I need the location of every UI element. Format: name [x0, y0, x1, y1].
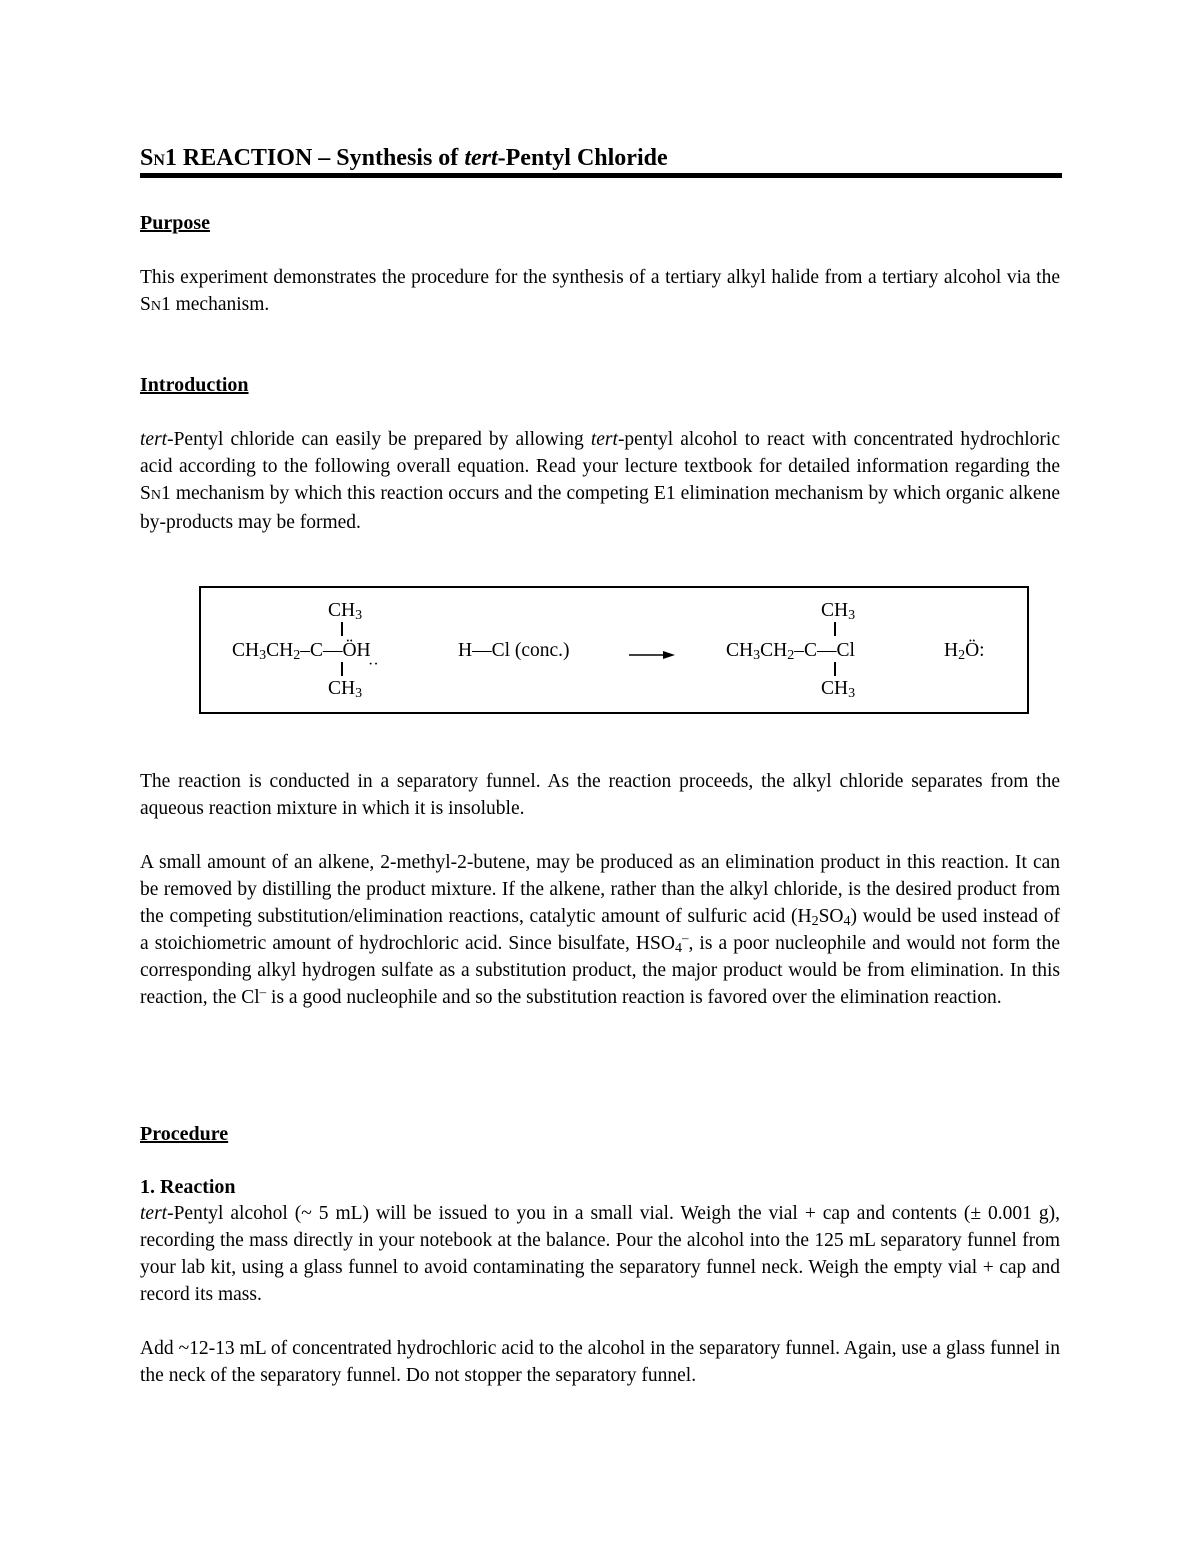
water-product: $H_2Ö$: — [944, 640, 985, 663]
reaction-equation-box — [199, 586, 1029, 714]
alkene-paragraph: A small amount of an alkene, 2-methyl-2-butene, may be produced as an elimination product in this reaction. It can be removed by distilling the product mixture. If the alkene, rather than the alkyl chloride, is the desired product from the competing substitution/elimination reactions, catalytic amount of sulfuric acid $(H_2SO_4)$ would be used instead of a stoichiometric amount of hydrochloric acid. Since bisulfate, $HSO_4^-$, is a poor nucleophile and would not form the corresponding alkyl hydrogen sulfate as a substitution product, the major product would be from elimination. In this reaction, the Cl– is a good nucleophile and so the substitution reaction is favored over the elimination reaction. — [140, 852, 1060, 1008]
reactant-methyl-top: $CH_3$ — [328, 600, 363, 623]
title-rule — [140, 173, 1062, 178]
title-part2: -Pentyl Chloride — [497, 145, 668, 171]
product-main-chain: $CH_3CH_2-C—Cl$ — [726, 640, 855, 663]
introduction-paragraph: tert-Pentyl chloride can easily be prepared by allowing tert-pentyl alcohol to react with concentrated hydrochloric acid according to the following overall equation. Read your lecture textbook for detailed information regarding the SN1 mechanism by which this reaction occurs and the competing E1 elimination mechanism by which organic alkene by-products may be formed. — [140, 429, 1060, 533]
procedure-paragraph-2: Add ~12-13 mL of concentrated hydrochloric acid to the alcohol in the separatory funnel. Again, use a glass funnel in the neck of the separatory funnel. Do not stopper the separatory funnel. — [140, 1338, 1060, 1386]
reactant-bond-top — [341, 622, 343, 636]
reactant-methyl-bottom: $CH_3$ — [328, 678, 363, 701]
product-methyl-top: $CH_3$ — [821, 600, 856, 623]
title-part1: 1 REACTION – Synthesis of — [164, 145, 465, 171]
purpose-text: This experiment demonstrates the procedure for the synthesis of a tertiary alkyl halide from a tertiary alcohol via the SN1 mechanism. — [140, 267, 1060, 315]
product-methyl-bottom: $CH_3$ — [821, 678, 856, 701]
title-s: S — [140, 145, 154, 171]
reaction-step-heading: 1. Reaction — [140, 1176, 236, 1198]
product-bond-bottom — [834, 662, 836, 676]
title-tert: tert — [464, 145, 498, 171]
reaction-arrow-icon — [629, 650, 675, 660]
oxygen-lone-pair: ·· — [368, 656, 379, 673]
procedure-heading: Procedure — [140, 1123, 229, 1145]
document-title — [140, 143, 668, 176]
reactant-main-chain: $CH_3CH_2-C—ÖH$ — [232, 640, 371, 663]
purpose-heading: Purpose — [140, 212, 210, 234]
reactant-bond-bottom — [341, 662, 343, 676]
product-bond-top — [834, 622, 836, 636]
separatory-paragraph: The reaction is conducted in a separatory funnel. As the reaction proceeds, the alkyl chloride separates from the aqueous reaction mixture in which it is insoluble. — [140, 771, 1060, 819]
introduction-heading: Introduction — [140, 374, 249, 396]
procedure-paragraph-1: tert-Pentyl alcohol (~ 5 mL) will be issued to you in a small vial. Weigh the vial + cap and contents (± 0.001 g), recording the mass directly in your notebook at the balance. Pour the alcohol into the 125 mL separatory funnel from your lab kit, using a glass funnel to avoid contaminating the separatory funnel neck. Weigh the empty vial + cap and record its mass. — [140, 1203, 1060, 1305]
title-n-smallcap: N — [153, 152, 165, 169]
hcl-reagent: H—Cl (conc.) — [458, 640, 570, 661]
